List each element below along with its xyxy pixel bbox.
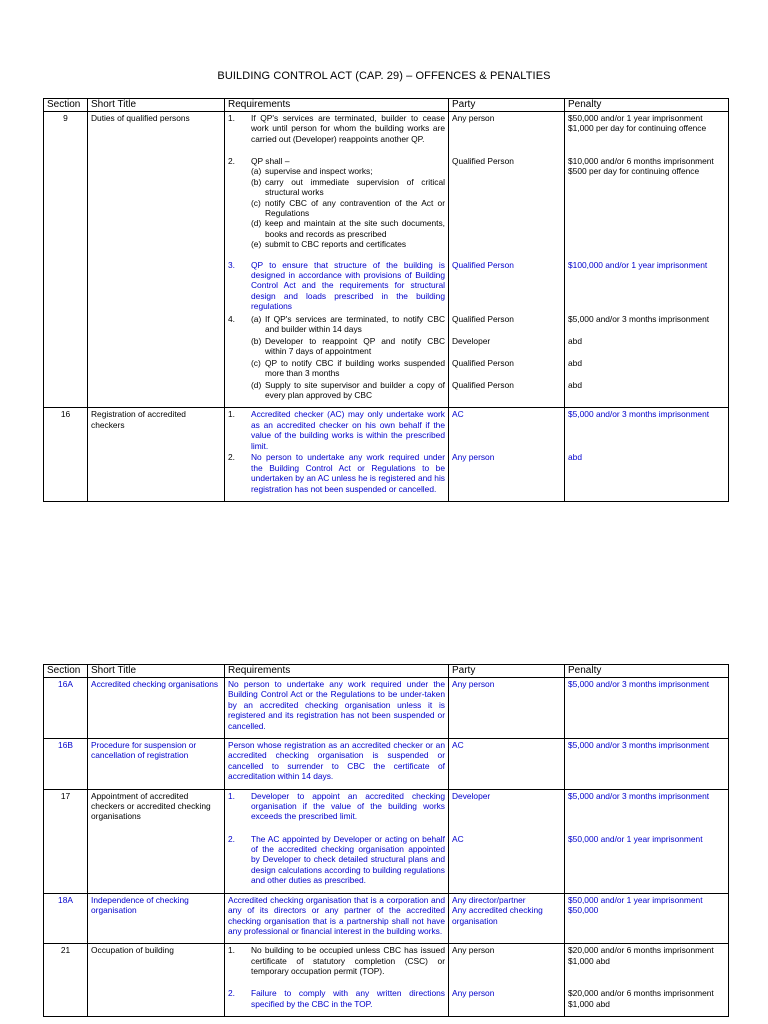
penalty-cell: $50,000 and/or 1 year imprisonment $50,000 [565,893,729,944]
requirements-cell: Accredited checking organisation that is a corporation and any of its directors or any partner of the accredited checking organisation that is a partnership shall not have any professional or financial interest in the building works. [225,893,449,944]
table-row [44,893,729,944]
penalty-cell: $50,000 and/or 1 year imprisonment $1,000 per day for continuing offence $10,000 and/or 6 months imprisonment $500 per day for continuing offence $100,000 and/or 1 year imprisonment $5,000 and/or 3 months imprisonment abd abd abd [565,112,729,408]
requirements-cell: Person whose registration as an accredited checker or an accredited checking organisation is suspended or cancelled to surrender to CBC the certificate of accreditation within 14 days. [225,739,449,790]
requirement-item: 1. Developer to appoint an accredited checking organisation if the value of the building works exceeds the prescribed limit. [228,790,445,822]
section-cell: 16A [44,678,88,739]
section-cell: 17 [44,789,88,893]
short-title-cell: Accredited checking organisations [88,678,225,739]
requirement-item: 2. Failure to comply with any written directions specified by the CBC in the TOP. [228,988,445,1009]
offences-table-1 [43,98,729,502]
header-short-title: Short Title [88,665,225,678]
requirement-item: 3. QP to ensure that structure of the building is designed in accordance with provisions of Building Control Act and the requirements for structural design and loads prescribed in the building regulations [228,259,445,312]
party-cell: AC [449,739,565,790]
section-cell: 16B [44,739,88,790]
section-cell: 18A [44,893,88,944]
header-penalty: Penalty [565,665,729,678]
requirements-cell [225,112,449,408]
header-party: Party [449,665,565,678]
requirements-cell [225,944,449,1017]
requirement-item: 2. No person to undertake any work required under the Building Control Act or Regulations to be undertaken by an AC unless he is registered and his registration has not been suspended or cancelled. [228,452,445,494]
short-title-cell: Procedure for suspension or cancellation of registration [88,739,225,790]
table-row [44,739,729,790]
penalty-cell: $5,000 and/or 3 months imprisonment $50,000 and/or 1 year imprisonment [565,789,729,893]
party-cell: Any person [449,678,565,739]
header-party: Party [449,99,565,112]
requirements-cell [225,789,449,893]
requirement-item: 1. No building to be occupied unless CBC has issued certificate of statutory completion (CSC) or temporary occupation permit (TOP). [228,945,445,977]
requirement-item: 1. If QP's services are terminated, builder to cease work until person for whom the building works are carried out (Developer) reappoints another QP. [228,113,445,144]
penalty-cell: $5,000 and/or 3 months imprisonment abd [565,408,729,502]
page-title: BUILDING CONTROL ACT (CAP. 29) – OFFENCES & PENALTIES [217,70,551,82]
header-section: Section [44,665,88,678]
short-title-cell: Independence of checking organisation [88,893,225,944]
penalty-cell: $5,000 and/or 3 months imprisonment [565,678,729,739]
table-header-row [44,665,729,678]
requirements-cell: No person to undertake any work required under the Building Control Act or the Regulations to be under-taken by an accredited checking organisation unless it is registered and its registration has not been suspended or cancelled. [225,678,449,739]
party-cell: Any person Qualified Person Qualified Person Qualified Person Developer Qualified Person Qualified Person [449,112,565,408]
requirement-item: 4. (a) If QP's services are terminated, to notify CBC and builder within 14 days (b) Developer to reappoint QP and notify CBC within 7 days of appointment (c) QP to notify CBC if building works suspended more than 3 months (d) Supply to site supervisor and builder a copy of every plan approved by CBC [228,313,445,401]
penalty-cell: $20,000 and/or 6 months imprisonment $1,000 abd $20,000 and/or 6 months imprisonment $1,000 abd [565,944,729,1017]
table-row [44,112,729,408]
party-cell: Any director/partner Any accredited checking organisation [449,893,565,944]
section-cell: 16 [44,408,88,502]
table-row [44,408,729,502]
header-requirements: Requirements [225,665,449,678]
table-header-row [44,99,729,112]
section-cell: 9 [44,112,88,408]
header-penalty: Penalty [565,99,729,112]
penalty-cell: $5,000 and/or 3 months imprisonment [565,739,729,790]
short-title-cell: Registration of accredited checkers [88,408,225,502]
header-short-title: Short Title [88,99,225,112]
offences-table-2 [43,664,729,1017]
short-title-cell: Duties of qualified persons [88,112,225,408]
party-cell: Developer AC [449,789,565,893]
short-title-cell: Appointment of accredited checkers or accredited checking organisations [88,789,225,893]
table-row [44,789,729,893]
section-cell: 21 [44,944,88,1017]
short-title-cell: Occupation of building [88,944,225,1017]
requirement-item: 2. QP shall – (a) supervise and inspect works; (b) carry out immediate supervision of critical structural works (c) notify CBC of any contravention of the Act or Regulations (d) keep and maintain at the site such documents, books and records as prescribed (e) submit to CBC reports and certificates [228,156,445,250]
requirements-cell [225,408,449,502]
party-cell: Any person Any person [449,944,565,1017]
requirement-item: 1. Accredited checker (AC) may only undertake work as an accredited checker on his own behalf if the value of the building works is within the prescribed limit. [228,409,445,451]
header-section: Section [44,99,88,112]
party-cell: AC Any person [449,408,565,502]
table-row [44,944,729,1017]
table-row [44,678,729,739]
requirement-item: 2. The AC appointed by Developer or acting on behalf of the accredited checking organisation appointed by Developer to check detailed structural plans and design calculations according to building regulations and other duties as prescribed. [228,833,445,886]
header-requirements: Requirements [225,99,449,112]
